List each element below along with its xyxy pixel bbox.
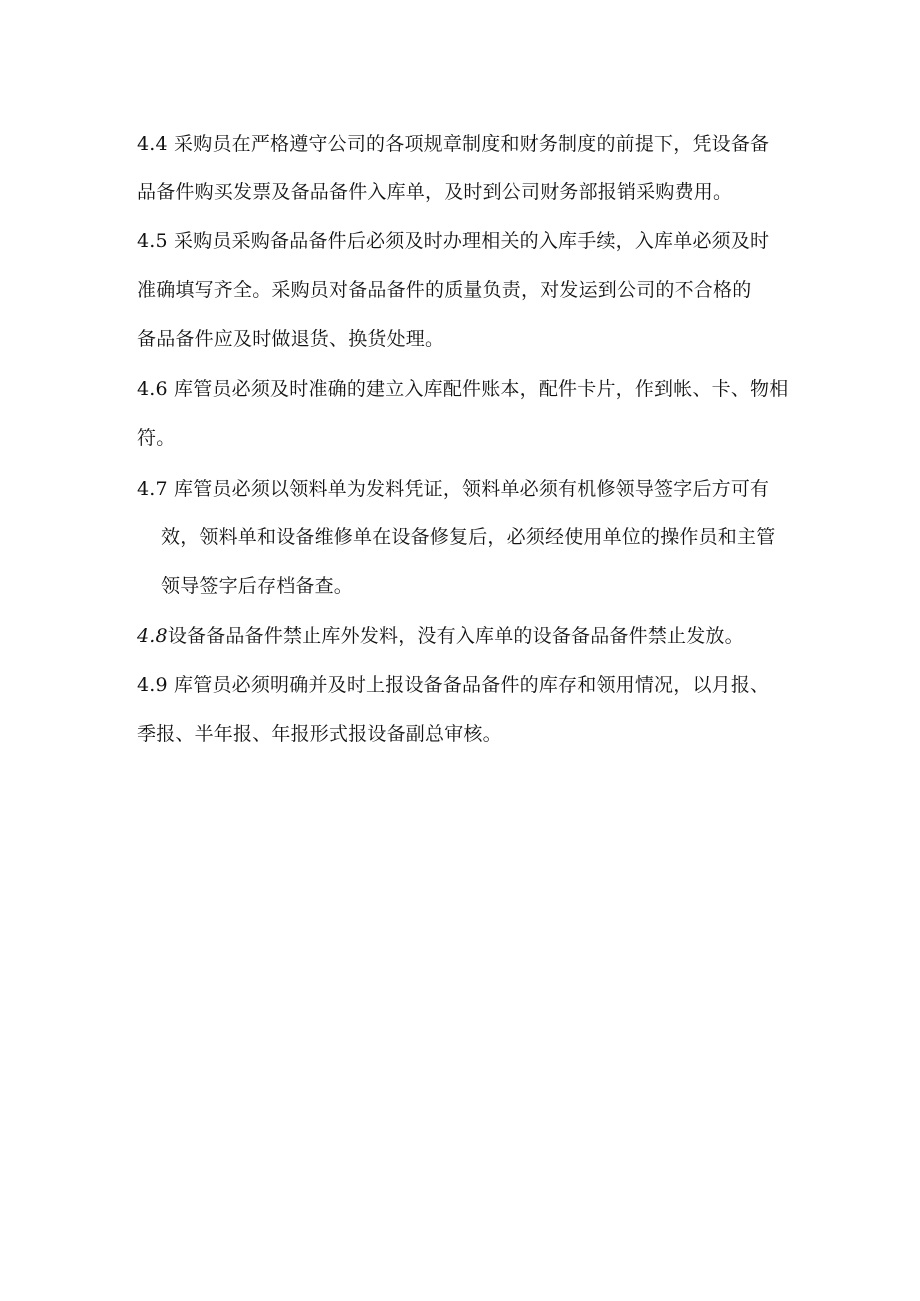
paragraph-4-7-line-2: 效，领料单和设备维修单在设备修复后，必须经使用单位的操作员和主管 <box>161 526 776 548</box>
paragraph-4-5-line-3: 备品备件应及时做退货、换货处理。 <box>137 328 445 350</box>
paragraph-4-8-text: 设备备品备件禁止库外发料，没有入库单的设备备品备件禁止发放。 <box>167 625 744 647</box>
paragraph-4-4-line-1: 4.4 采购员在严格遵守公司的各项规章制度和财务制度的前提下，凭设备备 <box>137 133 770 155</box>
paragraph-4-5-line-1: 4.5 采购员采购备品备件后必须及时办理相关的入库手续，入库单必须及时 <box>137 230 770 252</box>
paragraph-4-7-line-1: 4.7 库管员必须以领料单为发料凭证，领料单必须有机修领导签字后方可有 <box>137 478 770 500</box>
paragraph-4-6-line-1: 4.6 库管员必须及时准确的建立入库配件账本，配件卡片，作到帐、卡、物相 <box>137 378 789 400</box>
paragraph-4-6-line-2: 符。 <box>137 427 176 449</box>
paragraph-4-4-line-2: 品备件购买发票及备品备件入库单，及时到公司财务部报销采购费用。 <box>137 181 733 203</box>
paragraph-4-9-line-2: 季报、半年报、年报形式报设备副总审核。 <box>137 723 502 745</box>
paragraph-4-8-number: 4.8 <box>137 625 168 647</box>
paragraph-4-9-line-1: 4.9 库管员必须明确并及时上报设备备品备件的库存和领用情况，以月报、 <box>137 674 770 696</box>
paragraph-4-7-line-3: 领导签字后存档备查。 <box>161 575 354 597</box>
paragraph-4-5-line-2: 准确填写齐全。采购员对备品备件的质量负责，对发运到公司的不合格的 <box>137 279 752 301</box>
paragraph-4-8-line-1 <box>137 624 744 648</box>
